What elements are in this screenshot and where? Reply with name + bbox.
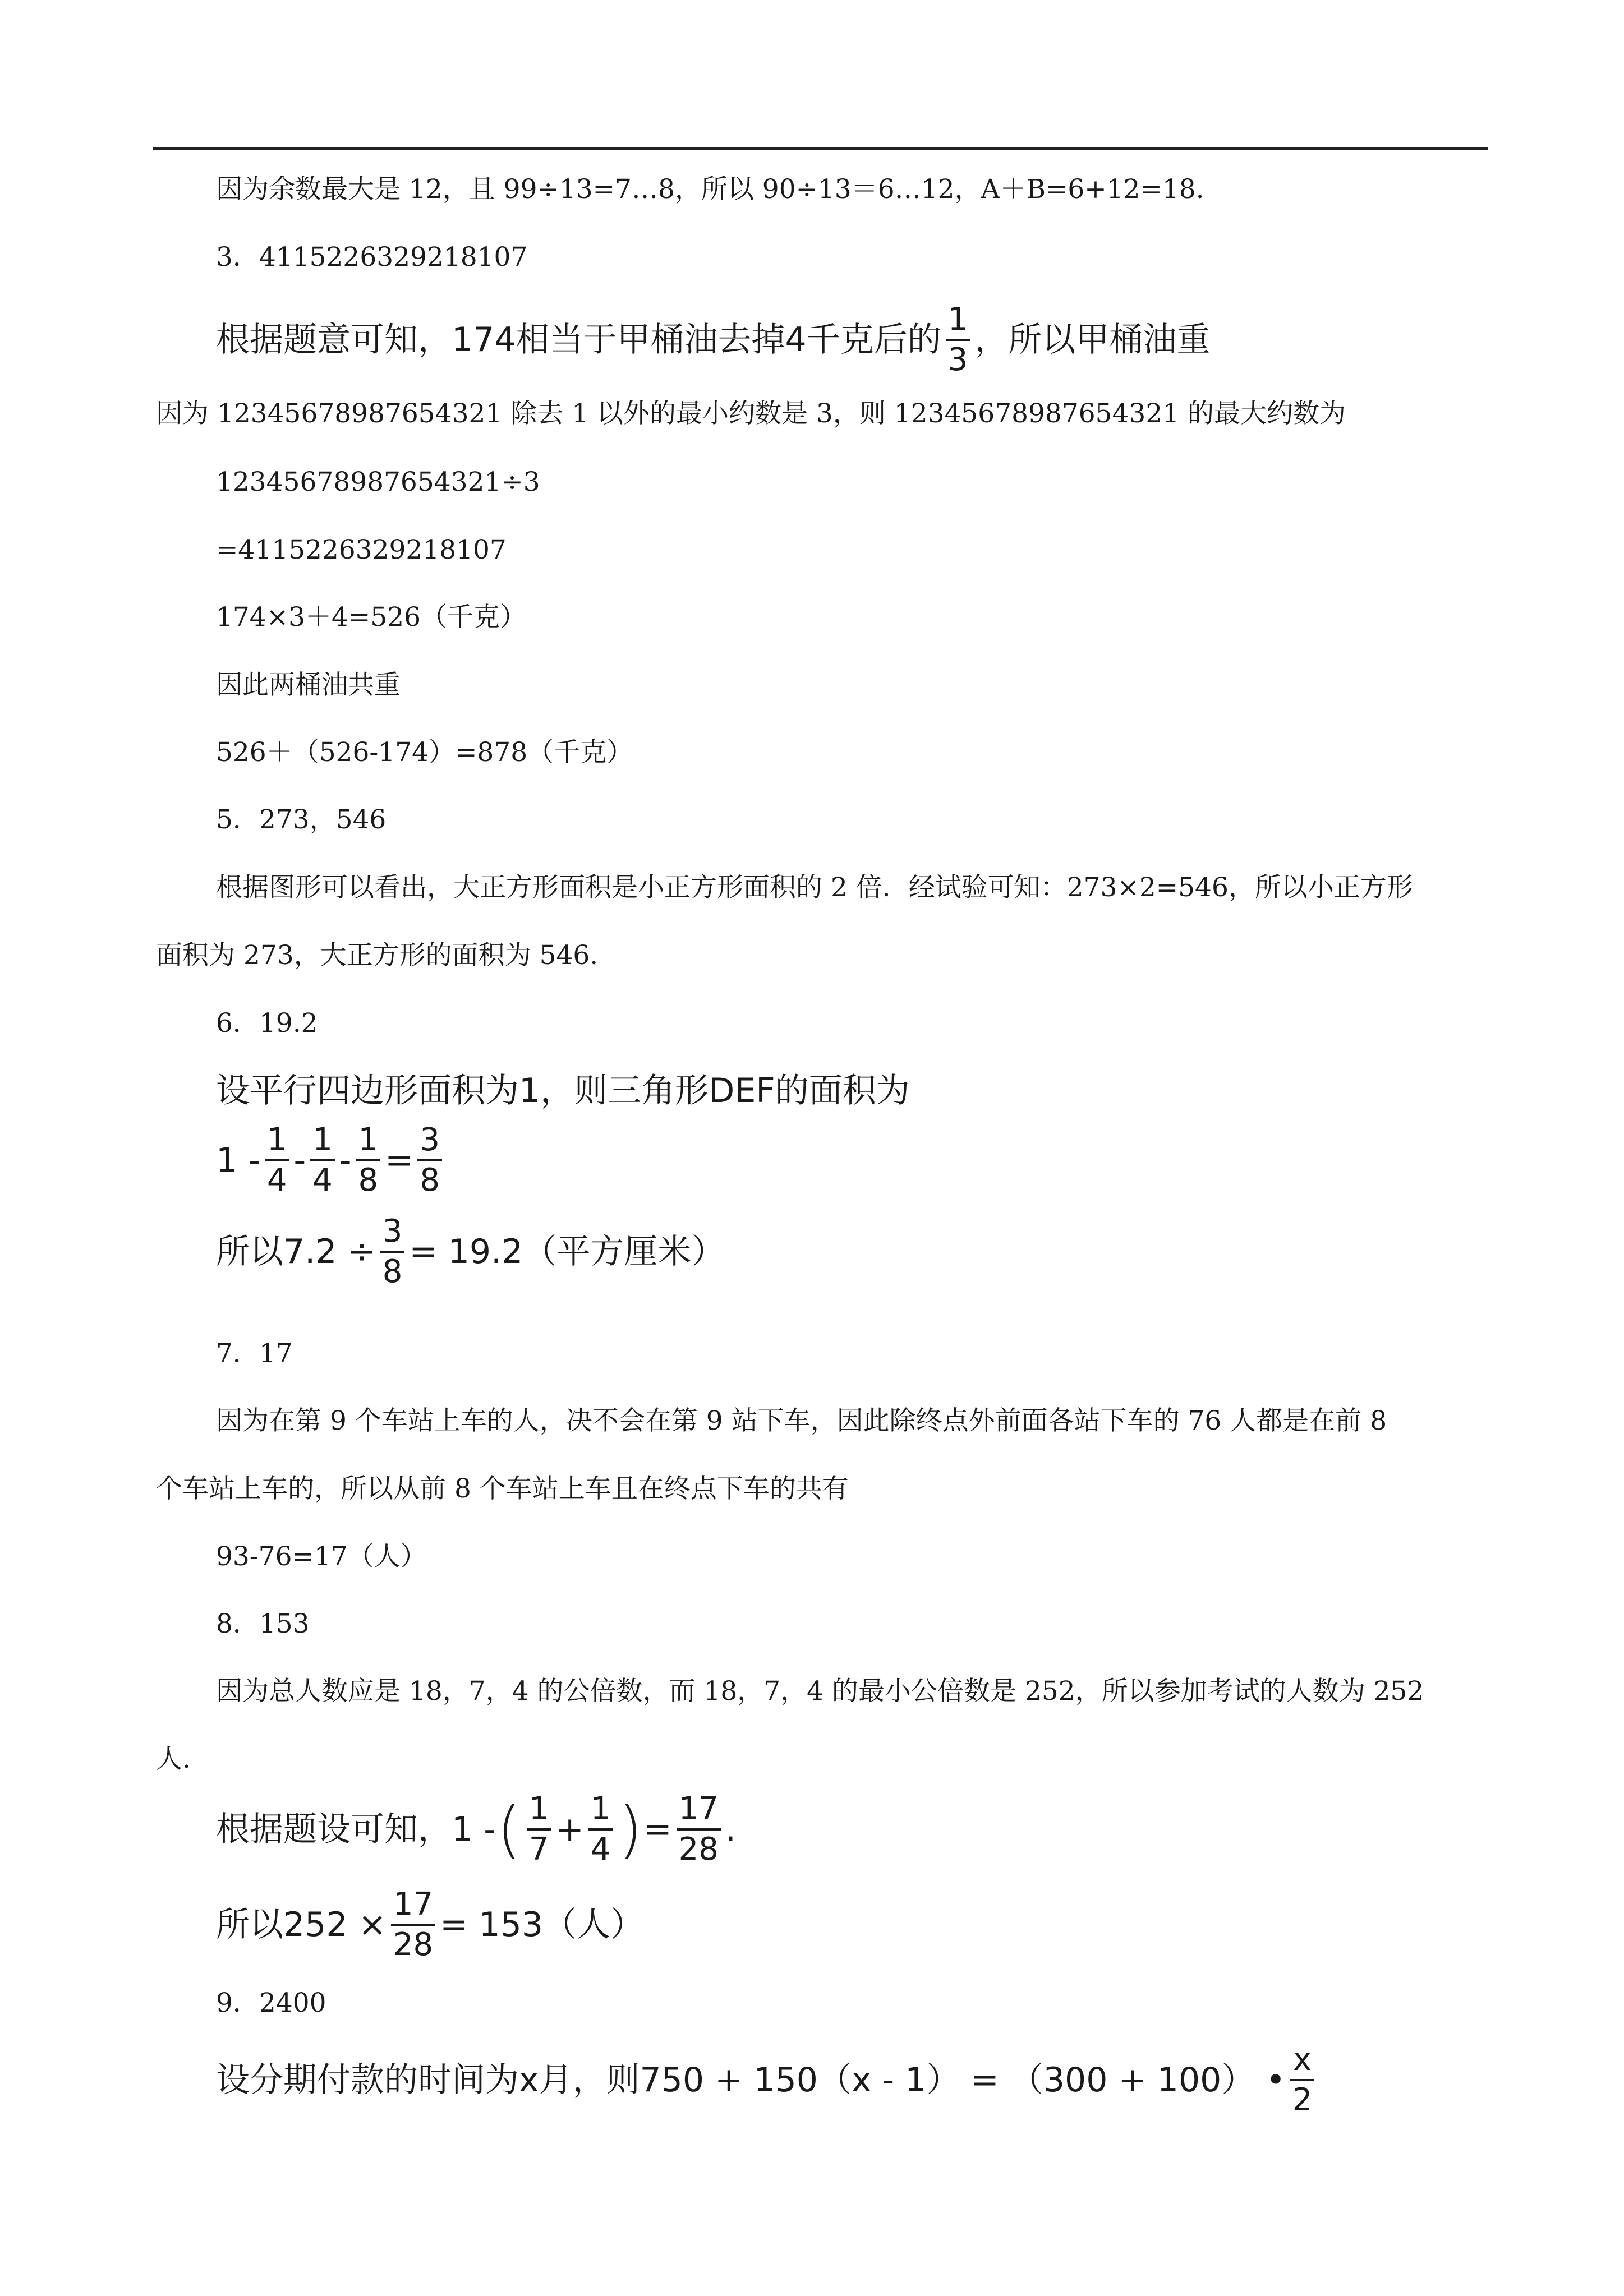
open-paren: ( <box>496 1794 521 1865</box>
fraction <box>1290 2041 1315 2118</box>
fraction-bar <box>1290 2079 1315 2081</box>
answer-heading-9: 9．2400 <box>216 1988 326 2018</box>
numerator: 3 <box>420 1122 440 1158</box>
denominator: 28 <box>678 1831 719 1868</box>
numerator: 1 <box>266 1122 287 1158</box>
numerator: 1 <box>947 301 968 338</box>
numerator: 17 <box>678 1791 719 1827</box>
denominator: 4 <box>312 1162 333 1198</box>
equals-sign: = <box>643 1810 672 1849</box>
text-line: 面积为 273，大正方形的面积为 546. <box>156 940 599 971</box>
installment-lead: 设分期付款的时间为x月，则750 + 150（x - 1） = （300 + 100） • <box>216 2060 1286 2100</box>
installment-equation <box>216 2041 1319 2118</box>
parallelogram-text: 设平行四边形面积为1，则三角形DEF的面积为 <box>216 1071 910 1110</box>
result-tail: = 19.2（平方厘米） <box>409 1232 725 1271</box>
numerator: 1 <box>312 1122 333 1158</box>
fraction-one-third <box>946 301 970 378</box>
answer-heading-8: 8．153 <box>216 1608 310 1639</box>
exam-result-tail: = 153（人） <box>440 1905 645 1944</box>
fraction <box>677 1791 721 1868</box>
fraction-bar <box>310 1159 335 1161</box>
answer-heading-3: 3．4115226329218107 <box>216 242 528 273</box>
denominator: 4 <box>266 1162 287 1198</box>
fraction-bar <box>946 339 970 341</box>
fraction <box>391 1886 435 1963</box>
exam-result-lead: 所以252 × <box>216 1905 387 1944</box>
text-line: 因此两桶油共重 <box>216 670 401 700</box>
denominator: 3 <box>947 342 968 378</box>
text-line: 12345678987654321÷3 <box>216 467 540 497</box>
minus-sign: - <box>339 1141 352 1180</box>
text-line: =4115226329218107 <box>216 534 507 565</box>
fraction <box>588 1791 613 1868</box>
result-lead: 所以7.2 ÷ <box>216 1232 376 1271</box>
denominator: 8 <box>382 1253 403 1290</box>
eq-lead: 1 - <box>216 1141 260 1180</box>
text-line: 根据图形可以看出，大正方形面积是小正方形面积的 2 倍．经试验可知：273×2=546，所以小正方形 <box>216 872 1413 903</box>
denominator: 7 <box>528 1831 549 1868</box>
minus-sign: - <box>293 1141 306 1180</box>
denominator: 8 <box>358 1162 379 1198</box>
numerator: 17 <box>393 1886 434 1922</box>
fraction-bar <box>265 1159 289 1161</box>
plus-sign: + <box>555 1810 584 1849</box>
equals-sign: = <box>385 1141 413 1180</box>
text-line: 174×3＋4=526（千克） <box>216 602 526 633</box>
exam-lead: 根据题设可知，1 - <box>216 1810 496 1849</box>
numerator: x <box>1293 2041 1312 2078</box>
oil-text-after: ，所以甲桶油重 <box>974 320 1211 359</box>
parallelogram-equation <box>216 1124 447 1196</box>
text-line: 93-76=17（人） <box>216 1541 427 1572</box>
denominator: 28 <box>393 1926 434 1963</box>
fraction-bar <box>380 1251 405 1253</box>
numerator: 1 <box>358 1122 379 1158</box>
period: . <box>725 1810 736 1849</box>
exam-equation <box>216 1791 736 1868</box>
answer-heading-7: 7．17 <box>216 1338 293 1369</box>
fraction <box>265 1124 289 1196</box>
numerator: 1 <box>528 1791 549 1827</box>
fraction <box>417 1124 442 1196</box>
header-rule <box>153 147 1488 150</box>
text-line: 个车站上车的，所以从前 8 个车站上车且在终点下车的共有 <box>156 1473 849 1504</box>
answer-heading-6: 6．19.2 <box>216 1008 318 1039</box>
text-line: 因为在第 9 个车站上车的人，决不会在第 9 站下车，因此除终点外前面各站下车的 76 人都是在前 8 <box>216 1405 1387 1436</box>
oil-text-before: 根据题意可知，174相当于甲桶油去掉4千克后的 <box>216 320 941 359</box>
answer-heading-5: 5．273，546 <box>216 804 387 835</box>
denominator: 2 <box>1292 2082 1313 2118</box>
fraction-bar <box>677 1828 721 1831</box>
text-line: 人. <box>156 1744 191 1774</box>
fraction-bar <box>588 1828 613 1831</box>
denominator: 8 <box>420 1162 440 1198</box>
text-line: 526＋（526-174）=878（千克） <box>216 737 633 768</box>
text-line: 因为余数最大是 12，且 99÷13=7…8，所以 90÷13＝6…12，A＋B=6+12=18. <box>216 174 1204 205</box>
text-line: 因为 12345678987654321 除去 1 以外的最小约数是 3，则 12345678987654321 的最大约数为 <box>156 398 1346 429</box>
parallelogram-result <box>216 1213 725 1290</box>
text-line: 因为总人数应是 18，7，4 的公倍数，而 18，7，4 的最小公倍数是 252，所以参加考试的人数为 252 <box>216 1676 1424 1707</box>
numerator: 1 <box>590 1791 611 1827</box>
numerator: 3 <box>382 1213 403 1250</box>
oil-formula-image <box>216 301 1211 378</box>
fraction <box>356 1124 381 1196</box>
exam-result <box>216 1886 645 1963</box>
fraction <box>380 1213 405 1290</box>
close-paren: ) <box>618 1794 643 1865</box>
fraction <box>527 1791 551 1868</box>
fraction-bar <box>417 1159 442 1161</box>
fraction <box>310 1124 335 1196</box>
fraction-bar <box>356 1159 381 1161</box>
fraction-bar <box>391 1924 435 1926</box>
denominator: 4 <box>590 1831 611 1868</box>
fraction-bar <box>527 1828 551 1831</box>
